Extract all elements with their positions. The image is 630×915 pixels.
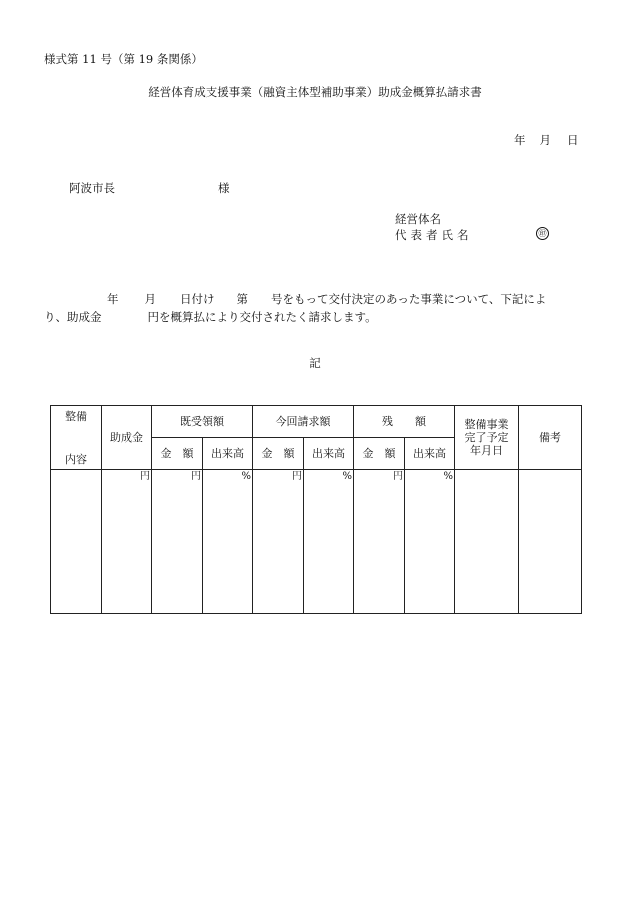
date-day: 日	[567, 133, 579, 147]
sub-zan-dekidaka: 出来高	[405, 438, 455, 470]
sub-konkai-kingaku: 金 額	[253, 438, 304, 470]
cell-konkai-dekidaka[interactable]: %	[304, 470, 354, 614]
addressee-honorific: 様	[218, 181, 230, 195]
header-konkai: 今回請求額	[253, 406, 354, 438]
sub-kiju-kingaku: 金 額	[152, 438, 203, 470]
form-number: 様式第 11 号（第 19 条関係）	[44, 52, 203, 66]
body-rest-line1: 号をもって交付決定のあった事業について、下記によ	[271, 292, 547, 306]
request-table	[50, 405, 582, 614]
table-data-row	[51, 470, 582, 614]
header-kanryo-3: 年月日	[470, 444, 503, 457]
ki-mark: 記	[309, 356, 321, 370]
sub-konkai-dekidaka: 出来高	[304, 438, 354, 470]
header-kanryo-1: 整備事業	[464, 418, 509, 431]
header-josei: 助成金	[102, 406, 152, 470]
addressee-name: 阿波市長	[69, 181, 115, 195]
sub-kiju-dekidaka: 出来高	[203, 438, 253, 470]
cell-biko[interactable]	[519, 470, 582, 614]
sub-zan-kingaku: 金 額	[354, 438, 405, 470]
body-line2-end: 円を概算払により交付されたく請求します。	[147, 310, 377, 324]
cell-kanryo[interactable]	[455, 470, 519, 614]
cell-zan-dekidaka[interactable]: %	[405, 470, 455, 614]
cell-konkai-kingaku[interactable]: 円	[253, 470, 304, 614]
cell-seibi-naiyo[interactable]	[51, 470, 102, 614]
header-kiju: 既受領額	[152, 406, 253, 438]
body-dai: 第	[236, 292, 248, 306]
date-line	[500, 133, 579, 147]
header-seibi-naiyo	[51, 406, 102, 470]
body-line2-start: り、助成金	[44, 310, 102, 324]
table-header-row-1	[51, 406, 582, 438]
header-kanryo	[455, 406, 519, 470]
header-biko: 備考	[519, 406, 582, 470]
entity-name-label: 経営体名	[395, 212, 441, 226]
seal-mark: ㊞	[536, 227, 549, 240]
cell-zan-kingaku[interactable]: 円	[354, 470, 405, 614]
document-title: 経営体育成支援事業（融資主体型補助事業）助成金概算払請求書	[148, 85, 482, 99]
cell-kiju-dekidaka[interactable]: %	[203, 470, 253, 614]
body-date-attached: 日付け	[180, 292, 215, 306]
header-kanryo-2: 完了予定	[464, 431, 509, 444]
date-month: 月	[539, 133, 551, 147]
header-seibi-bottom: 内容	[65, 452, 87, 466]
header-seibi-top: 整備	[65, 409, 87, 423]
cell-josei[interactable]: 円	[102, 470, 152, 614]
representative-name-label: 代表者氏名	[395, 228, 473, 242]
body-year: 年	[107, 292, 119, 306]
date-year: 年	[514, 133, 526, 147]
body-month: 月	[144, 292, 156, 306]
body-line-1	[107, 292, 546, 306]
cell-kiju-kingaku[interactable]: 円	[152, 470, 203, 614]
header-zan: 残 額	[354, 406, 455, 438]
body-line-2	[44, 310, 377, 324]
